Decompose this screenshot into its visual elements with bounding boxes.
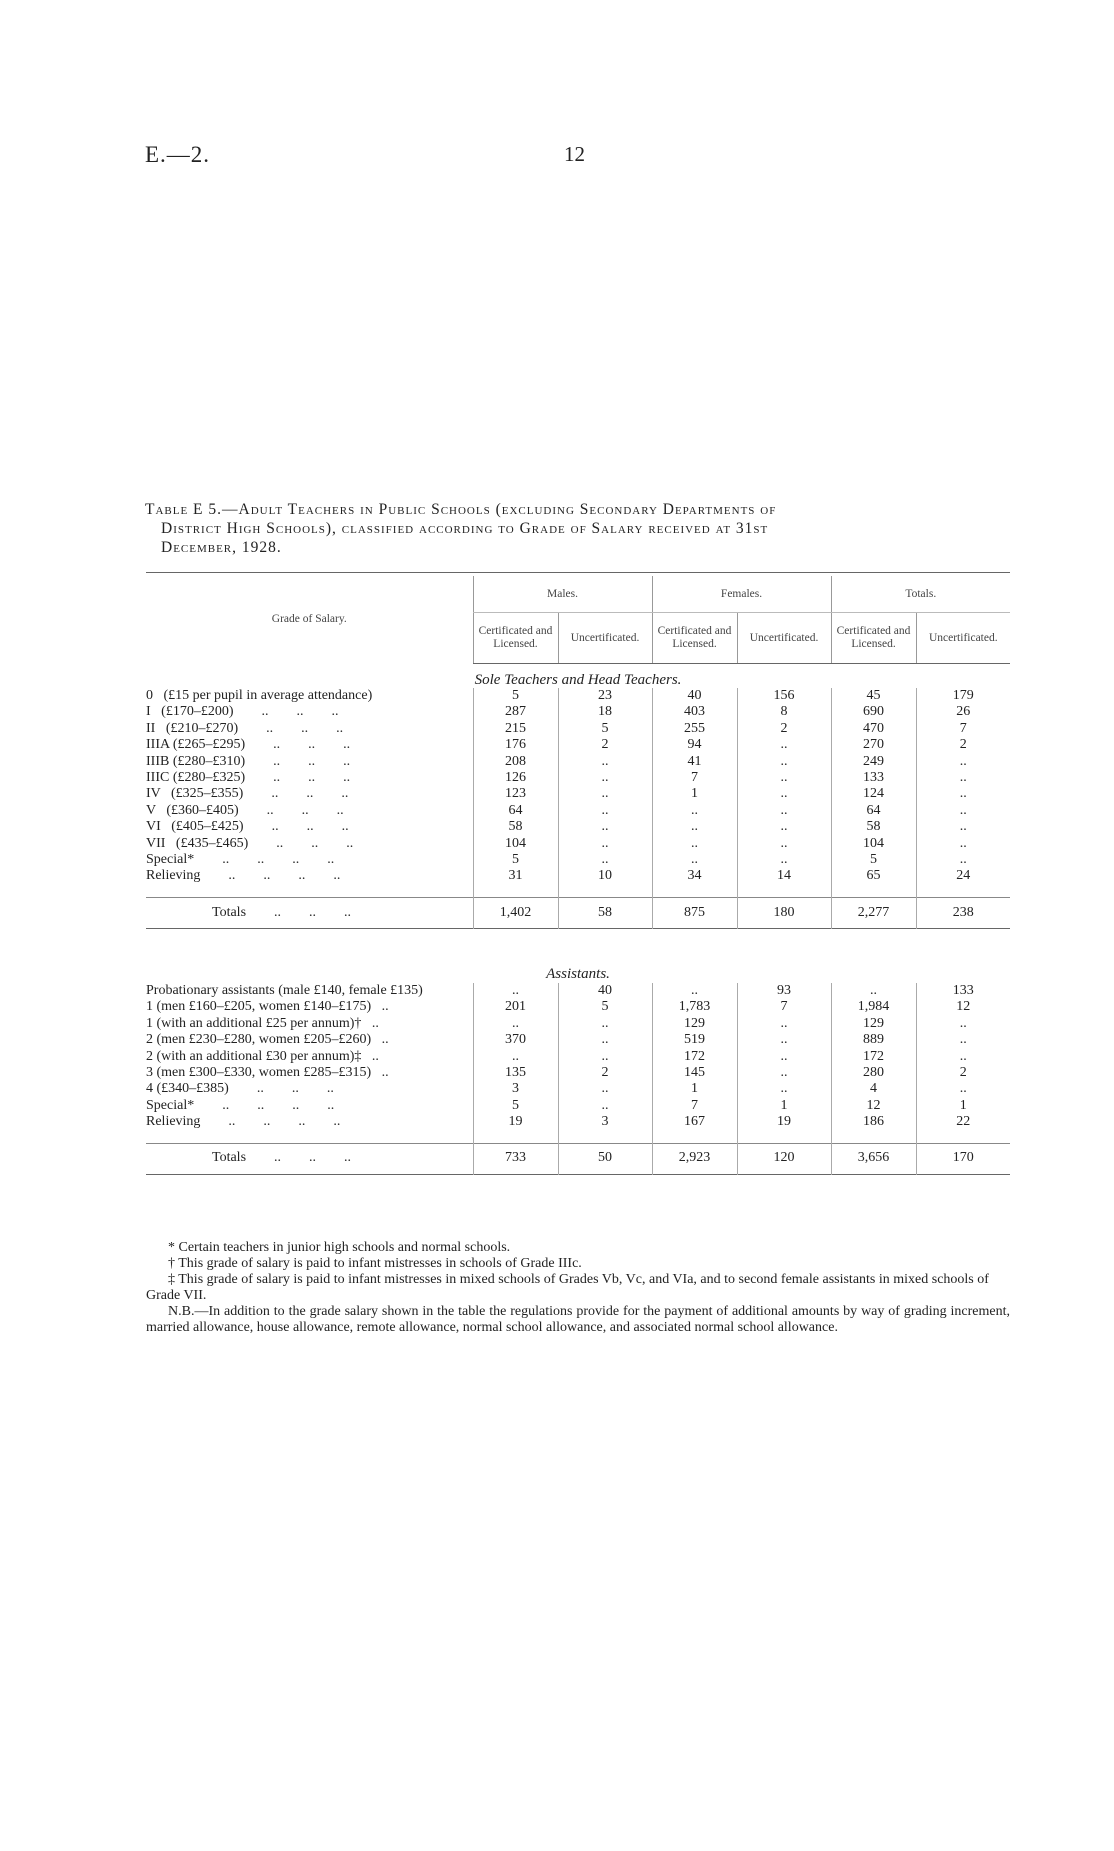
row-value-cell: 255 <box>652 721 737 737</box>
row-value-cell: 12 <box>916 999 1010 1015</box>
row-value-cell: 104 <box>831 836 916 852</box>
footnote-asterisk: * Certain teachers in junior high schools and normal schools. <box>168 1240 511 1255</box>
table-row <box>146 836 1010 852</box>
row-value-cell: 41 <box>652 754 737 770</box>
row-value-cell: 690 <box>831 704 916 720</box>
totals-row <box>146 897 1010 928</box>
row-value-cell: 40 <box>558 983 652 999</box>
row-value-cell: 889 <box>831 1032 916 1048</box>
row-value-cell: 1 <box>916 1098 1010 1114</box>
row-value-cell: 23 <box>558 688 652 704</box>
table-row <box>146 1065 1010 1081</box>
row-value-cell: 133 <box>916 983 1010 999</box>
row-value-cell: .. <box>558 1049 652 1065</box>
row-value-cell: .. <box>916 803 1010 819</box>
table-row <box>146 1016 1010 1032</box>
totals-label: Totals .. .. .. <box>146 1143 473 1174</box>
row-value-cell: 18 <box>558 704 652 720</box>
row-value-cell: 370 <box>473 1032 558 1048</box>
row-grade-label: 1 (with an additional £25 per annum)† .. <box>146 1015 379 1031</box>
table-row <box>146 1114 1010 1130</box>
row-value-cell: 519 <box>652 1032 737 1048</box>
row-value-cell: .. <box>558 786 652 802</box>
table-title-line-3: December, 1928. <box>161 539 282 556</box>
table-row <box>146 999 1010 1015</box>
row-value-cell: .. <box>558 852 652 868</box>
row-value-cell: .. <box>737 1032 831 1048</box>
row-value-cell: 5 <box>558 721 652 737</box>
row-value-cell: 129 <box>831 1016 916 1032</box>
table-row <box>146 868 1010 884</box>
row-value-cell: 156 <box>737 688 831 704</box>
totals-value-cell: 58 <box>558 897 652 928</box>
row-value-cell: 19 <box>473 1114 558 1130</box>
row-value-cell: 208 <box>473 754 558 770</box>
row-value-cell: 58 <box>473 819 558 835</box>
row-value-cell: .. <box>737 1016 831 1032</box>
row-value-cell: .. <box>916 1049 1010 1065</box>
row-value-cell: 7 <box>652 770 737 786</box>
row-grade-label: IIIC (£280–£325) .. .. .. <box>146 770 351 786</box>
row-value-cell: 2 <box>737 721 831 737</box>
row-value-cell: 1 <box>652 786 737 802</box>
row-value-cell: 64 <box>831 803 916 819</box>
row-value-cell: 123 <box>473 786 558 802</box>
row-value-cell: 1,984 <box>831 999 916 1015</box>
row-grade-label: Special* .. .. .. .. <box>146 852 335 868</box>
row-value-cell: 3 <box>558 1114 652 1130</box>
header-females: Females. <box>652 576 831 613</box>
row-value-cell: .. <box>737 1049 831 1065</box>
row-grade-label: VI (£405–£425) .. .. .. <box>146 819 349 835</box>
row-grade-label: I (£170–£200) .. .. .. <box>146 704 339 720</box>
totals-value-cell: 1,402 <box>473 897 558 928</box>
row-grade-label: VII (£435–£465) .. .. .. <box>146 835 354 851</box>
row-value-cell: 24 <box>916 868 1010 884</box>
title-rule <box>146 572 1010 573</box>
table-title-line-1: Table E 5.—Adult Teachers in Public Schools (excluding Secondary Departments of <box>145 501 777 518</box>
row-value-cell: .. <box>737 770 831 786</box>
totals-value-cell: 120 <box>737 1143 831 1174</box>
table-row <box>146 852 1010 868</box>
table-row <box>146 803 1010 819</box>
table-row <box>146 786 1010 802</box>
table-row <box>146 770 1010 786</box>
row-value-cell: 93 <box>737 983 831 999</box>
row-grade-label: 4 (£340–£385) .. .. .. <box>146 1081 334 1097</box>
footnotes <box>146 1240 1010 1336</box>
table-row <box>146 983 1010 999</box>
row-value-cell: .. <box>737 852 831 868</box>
totals-value-cell: 2,277 <box>831 897 916 928</box>
row-value-cell: 270 <box>831 737 916 753</box>
row-value-cell: 5 <box>831 852 916 868</box>
row-value-cell: .. <box>652 983 737 999</box>
row-value-cell: .. <box>473 1016 558 1032</box>
row-value-cell: 45 <box>831 688 916 704</box>
row-value-cell: .. <box>737 803 831 819</box>
row-value-cell: .. <box>652 803 737 819</box>
footnote-double-dagger: ‡ This grade of salary is paid to infant mistresses in mixed schools of Grades Vb, Vc, and VIa, and to second female assistants in mixed schools of Grade VII. <box>146 1272 989 1303</box>
table-row <box>146 1032 1010 1048</box>
row-value-cell: 2 <box>916 1065 1010 1081</box>
row-value-cell: .. <box>558 1016 652 1032</box>
header-females-certificated: Certificated and Licensed. <box>652 613 737 664</box>
row-grade-label: Probationary assistants (male £140, female £135) <box>146 983 423 999</box>
row-value-cell: .. <box>558 1081 652 1097</box>
page-number: 12 <box>564 142 585 166</box>
header-totals: Totals. <box>831 576 1010 613</box>
row-value-cell: 58 <box>831 819 916 835</box>
row-value-cell: 2 <box>558 1065 652 1081</box>
row-value-cell: 40 <box>652 688 737 704</box>
row-value-cell: .. <box>558 1032 652 1048</box>
row-value-cell: 215 <box>473 721 558 737</box>
footnote-dagger: † This grade of salary is paid to infant mistresses in schools of Grade IIIc. <box>168 1256 582 1271</box>
row-value-cell: .. <box>652 819 737 835</box>
table-title <box>145 500 1011 557</box>
row-value-cell: .. <box>737 1065 831 1081</box>
row-value-cell: 470 <box>831 721 916 737</box>
row-grade-label: 3 (men £300–£330, women £285–£315) .. <box>146 1064 389 1080</box>
row-value-cell: .. <box>916 1081 1010 1097</box>
row-value-cell: .. <box>916 1016 1010 1032</box>
table-row <box>146 754 1010 770</box>
row-value-cell: 5 <box>473 852 558 868</box>
salary-table <box>146 576 1010 1175</box>
section-title-assistants: Assistants. <box>546 966 610 983</box>
header-grade-of-salary: Grade of Salary. <box>271 613 347 626</box>
row-value-cell: 287 <box>473 704 558 720</box>
row-value-cell: 94 <box>652 737 737 753</box>
row-value-cell: 7 <box>916 721 1010 737</box>
row-value-cell: 135 <box>473 1065 558 1081</box>
row-value-cell: 26 <box>916 704 1010 720</box>
row-grade-label: 0 (£15 per pupil in average attendance) <box>146 688 373 703</box>
row-value-cell: .. <box>558 803 652 819</box>
row-value-cell: .. <box>558 770 652 786</box>
row-value-cell: 12 <box>831 1098 916 1114</box>
row-value-cell: 179 <box>916 688 1010 704</box>
row-value-cell: 403 <box>652 704 737 720</box>
row-grade-label: 2 (with an additional £30 per annum)‡ .. <box>146 1048 379 1064</box>
row-value-cell: 3 <box>473 1081 558 1097</box>
row-grade-label: 2 (men £230–£280, women £205–£260) .. <box>146 1032 389 1048</box>
row-value-cell: .. <box>916 836 1010 852</box>
row-value-cell: 126 <box>473 770 558 786</box>
row-value-cell: 172 <box>831 1049 916 1065</box>
row-value-cell: 129 <box>652 1016 737 1032</box>
totals-label: Totals .. .. .. <box>146 897 473 928</box>
totals-value-cell: 50 <box>558 1143 652 1174</box>
row-value-cell: 34 <box>652 868 737 884</box>
row-value-cell: 167 <box>652 1114 737 1130</box>
row-value-cell: .. <box>473 983 558 999</box>
totals-value-cell: 875 <box>652 897 737 928</box>
row-value-cell: .. <box>916 1032 1010 1048</box>
row-grade-label: 1 (men £160–£205, women £140–£175) .. <box>146 999 389 1015</box>
row-value-cell: .. <box>916 786 1010 802</box>
row-value-cell: 5 <box>558 999 652 1015</box>
row-value-cell: 186 <box>831 1114 916 1130</box>
table-row <box>146 704 1010 720</box>
header-totals-uncertificated: Uncertificated. <box>916 613 1010 664</box>
row-value-cell: .. <box>916 819 1010 835</box>
section-sole-teachers-totals <box>146 885 1010 929</box>
totals-row <box>146 1143 1010 1174</box>
row-value-cell: 1,783 <box>652 999 737 1015</box>
table-row <box>146 737 1010 753</box>
header-males-certificated: Certificated and Licensed. <box>473 613 558 664</box>
row-value-cell: 19 <box>737 1114 831 1130</box>
row-value-cell: .. <box>558 819 652 835</box>
totals-value-cell: 180 <box>737 897 831 928</box>
row-value-cell: 8 <box>737 704 831 720</box>
row-value-cell: 2 <box>916 737 1010 753</box>
row-value-cell: .. <box>558 754 652 770</box>
row-value-cell: .. <box>916 852 1010 868</box>
row-grade-label: Special* .. .. .. .. <box>146 1097 335 1113</box>
row-value-cell: 176 <box>473 737 558 753</box>
row-value-cell: 124 <box>831 786 916 802</box>
totals-value-cell: 238 <box>916 897 1010 928</box>
row-value-cell: 145 <box>652 1065 737 1081</box>
row-value-cell: 4 <box>831 1081 916 1097</box>
row-value-cell: 5 <box>473 1098 558 1114</box>
row-grade-label: IIIB (£280–£310) .. .. .. <box>146 753 351 769</box>
totals-value-cell: 170 <box>916 1143 1010 1174</box>
row-value-cell: .. <box>737 754 831 770</box>
row-value-cell: 10 <box>558 868 652 884</box>
table-title-line-2: District High Schools), classified according to Grade of Salary received at 31st <box>161 520 769 537</box>
row-value-cell: 201 <box>473 999 558 1015</box>
row-value-cell: 104 <box>473 836 558 852</box>
row-grade-label: V (£360–£405) .. .. .. <box>146 802 344 818</box>
header-females-uncertificated: Uncertificated. <box>737 613 831 664</box>
header-males: Males. <box>473 576 652 613</box>
section-title-sole-teachers: Sole Teachers and Head Teachers. <box>474 671 682 688</box>
totals-value-cell: 2,923 <box>652 1143 737 1174</box>
row-value-cell: 7 <box>652 1098 737 1114</box>
table-header <box>146 576 1010 664</box>
row-value-cell: 2 <box>558 737 652 753</box>
row-value-cell: .. <box>916 754 1010 770</box>
row-value-cell: 14 <box>737 868 831 884</box>
section-assistants <box>146 929 1010 1131</box>
footnote-nb: N.B.—In addition to the grade salary shown in the table the regulations provide for the payment of additional amounts by way of grading increment, married allowance, house allowance, remote allowance, normal school allowance, and associated normal school allowance. <box>146 1304 1010 1335</box>
row-value-cell: .. <box>737 737 831 753</box>
row-value-cell: .. <box>473 1049 558 1065</box>
row-value-cell: 64 <box>473 803 558 819</box>
row-value-cell: 31 <box>473 868 558 884</box>
row-value-cell: 249 <box>831 754 916 770</box>
row-value-cell: .. <box>737 819 831 835</box>
table-row <box>146 1098 1010 1114</box>
row-value-cell: .. <box>652 836 737 852</box>
table-row <box>146 1081 1010 1097</box>
row-value-cell: 280 <box>831 1065 916 1081</box>
row-grade-label: IIIA (£265–£295) .. .. .. <box>146 737 351 753</box>
row-value-cell: 65 <box>831 868 916 884</box>
table-row <box>146 1049 1010 1065</box>
row-value-cell: .. <box>916 770 1010 786</box>
page-reference: E.—2. <box>145 142 211 167</box>
row-value-cell: 172 <box>652 1049 737 1065</box>
header-totals-certificated: Certificated and Licensed. <box>831 613 916 664</box>
row-value-cell: 133 <box>831 770 916 786</box>
header-males-uncertificated: Uncertificated. <box>558 613 652 664</box>
row-grade-label: II (£210–£270) .. .. .. <box>146 720 344 736</box>
row-value-cell: 5 <box>473 688 558 704</box>
row-value-cell: .. <box>737 1081 831 1097</box>
row-grade-label: IV (£325–£355) .. .. .. <box>146 786 349 802</box>
table-row <box>146 688 1010 704</box>
row-value-cell: .. <box>737 836 831 852</box>
row-grade-label: Relieving .. .. .. .. <box>146 868 341 884</box>
row-value-cell: .. <box>737 786 831 802</box>
row-value-cell: 7 <box>737 999 831 1015</box>
row-value-cell: .. <box>558 836 652 852</box>
row-value-cell: .. <box>652 852 737 868</box>
totals-value-cell: 733 <box>473 1143 558 1174</box>
table-row <box>146 721 1010 737</box>
section-assistants-totals <box>146 1131 1010 1175</box>
totals-value-cell: 3,656 <box>831 1143 916 1174</box>
row-value-cell: .. <box>558 1098 652 1114</box>
row-value-cell: 22 <box>916 1114 1010 1130</box>
section-sole-teachers <box>146 664 1010 885</box>
row-value-cell: .. <box>831 983 916 999</box>
row-grade-label: Relieving .. .. .. .. <box>146 1114 341 1130</box>
table-row <box>146 819 1010 835</box>
row-value-cell: 1 <box>652 1081 737 1097</box>
page-header <box>0 142 1114 172</box>
row-value-cell: 1 <box>737 1098 831 1114</box>
